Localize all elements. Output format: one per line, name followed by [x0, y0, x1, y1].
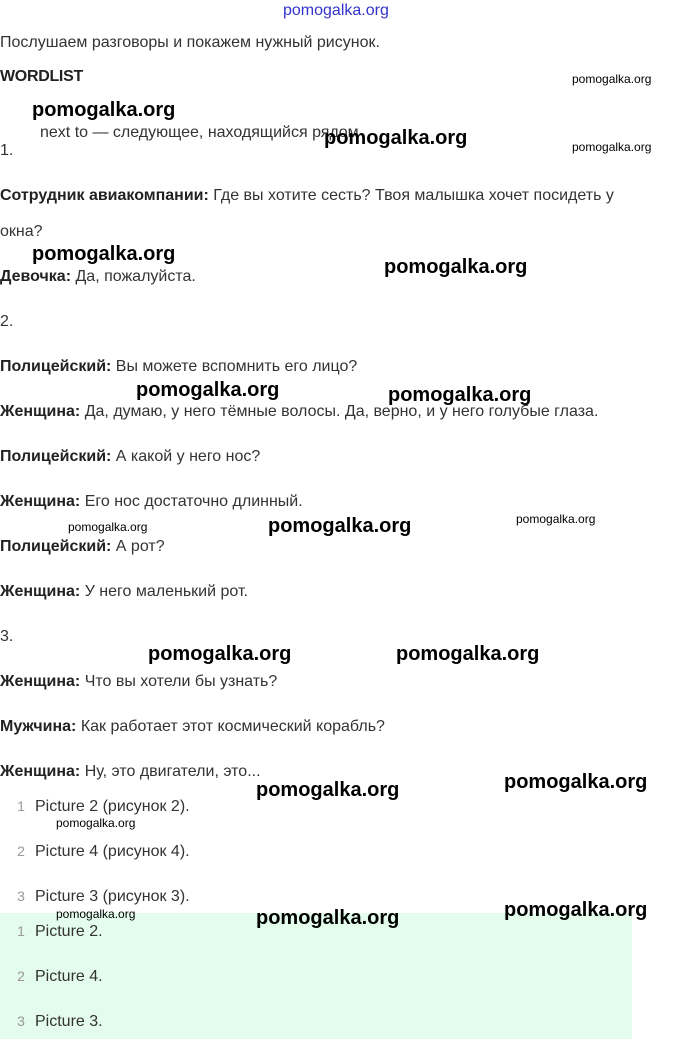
- watermark: pomogalka.org: [384, 256, 528, 278]
- list-item: [0, 798, 190, 816]
- list-number: 2: [17, 843, 25, 859]
- dialogue-line: [0, 763, 261, 781]
- dialogue-line: [0, 187, 614, 205]
- watermark: pomogalka.org: [572, 72, 652, 86]
- speech-text: А какой у него нос?: [111, 448, 261, 465]
- speech-text: У него маленький рот.: [80, 583, 248, 600]
- speaker-label: Девочка:: [0, 268, 72, 285]
- speech-text: Вы можете вспомнить его лицо?: [111, 358, 358, 375]
- speaker-label: Полицейский:: [0, 448, 112, 465]
- dialogue-line: [0, 223, 43, 241]
- speech-text: Как работает этот космический корабль?: [76, 718, 385, 735]
- dialogue-number: 3.: [0, 628, 14, 645]
- list-item: [0, 968, 103, 986]
- wordlist-heading: WORDLIST: [0, 68, 83, 85]
- watermark: pomogalka.org: [56, 907, 136, 921]
- list-number: 1: [17, 923, 25, 939]
- speaker-label: Женщина:: [0, 403, 81, 420]
- intro-text: Послушаем разговоры и покажем нужный рисунок.: [0, 34, 380, 51]
- watermark: pomogalka.org: [256, 779, 400, 801]
- dialogue-line: [0, 493, 303, 511]
- watermark: pomogalka.org: [32, 243, 176, 265]
- dialogue-line: [0, 448, 260, 466]
- watermark: pomogalka.org: [268, 515, 412, 537]
- list-number: 2: [17, 968, 25, 984]
- watermark: pomogalka.org: [396, 643, 540, 665]
- watermark: pomogalka.org: [56, 816, 136, 830]
- watermark: pomogalka.org: [516, 512, 596, 526]
- speaker-label: Полицейский:: [0, 538, 112, 555]
- dialogue-number: 2.: [0, 313, 14, 330]
- speech-text: Ну, это двигатели, это...: [80, 763, 261, 780]
- list-number: 3: [17, 1013, 25, 1029]
- speaker-label: Женщина:: [0, 583, 81, 600]
- list-text: Picture 2 (рисунок 2).: [35, 798, 190, 815]
- speech-text: Да, пожалуйста.: [71, 268, 196, 285]
- watermark: pomogalka.org: [504, 899, 648, 921]
- speech-text: Да, думаю, у него тёмные волосы. Да, верно, и у него голубые глаза.: [80, 403, 599, 420]
- dialogue-line: [0, 583, 248, 601]
- watermark: pomogalka.org: [68, 520, 148, 534]
- speaker-label: Сотрудник авиакомпании:: [0, 187, 209, 204]
- list-item: [0, 1013, 103, 1031]
- speaker-label: Женщина:: [0, 673, 81, 690]
- list-item: [0, 923, 103, 941]
- dialogue-line: [0, 718, 385, 736]
- list-item: [0, 843, 190, 861]
- speech-text: окна?: [0, 223, 43, 240]
- speech-text: Что вы хотели бы узнать?: [80, 673, 278, 690]
- watermark: pomogalka.org: [388, 384, 532, 406]
- speech-text: Где вы хотите сесть? Твоя малышка хочет посидеть у: [208, 187, 614, 204]
- watermark: pomogalka.org: [256, 907, 400, 929]
- list-text: Picture 3.: [35, 1013, 103, 1030]
- speaker-label: Мужчина:: [0, 718, 77, 735]
- dialogue-line: [0, 268, 196, 286]
- list-item: [0, 888, 190, 906]
- dialogue-number: 1.: [0, 142, 14, 159]
- watermark: pomogalka.org: [572, 140, 652, 154]
- speech-text: Его нос достаточно длинный.: [80, 493, 303, 510]
- watermark: pomogalka.org: [32, 99, 176, 121]
- site-link[interactable]: pomogalka.org: [283, 2, 389, 19]
- speaker-label: Полицейский:: [0, 358, 112, 375]
- list-text: Picture 4 (рисунок 4).: [35, 843, 190, 860]
- watermark: pomogalka.org: [504, 771, 648, 793]
- list-number: 1: [17, 798, 25, 814]
- dialogue-line: [0, 673, 277, 691]
- speech-text: А рот?: [111, 538, 165, 555]
- list-number: 3: [17, 888, 25, 904]
- list-text: Picture 4.: [35, 968, 103, 985]
- speaker-label: Женщина:: [0, 763, 81, 780]
- list-text: Picture 3 (рисунок 3).: [35, 888, 190, 905]
- speaker-label: Женщина:: [0, 493, 81, 510]
- dialogue-line: [0, 358, 357, 376]
- watermark: pomogalka.org: [136, 379, 280, 401]
- wordlist-entry: next to — следующее, находящийся рядом: [40, 124, 359, 141]
- watermark: pomogalka.org: [324, 127, 468, 149]
- watermark: pomogalka.org: [148, 643, 292, 665]
- list-text: Picture 2.: [35, 923, 103, 940]
- dialogue-line: [0, 538, 165, 556]
